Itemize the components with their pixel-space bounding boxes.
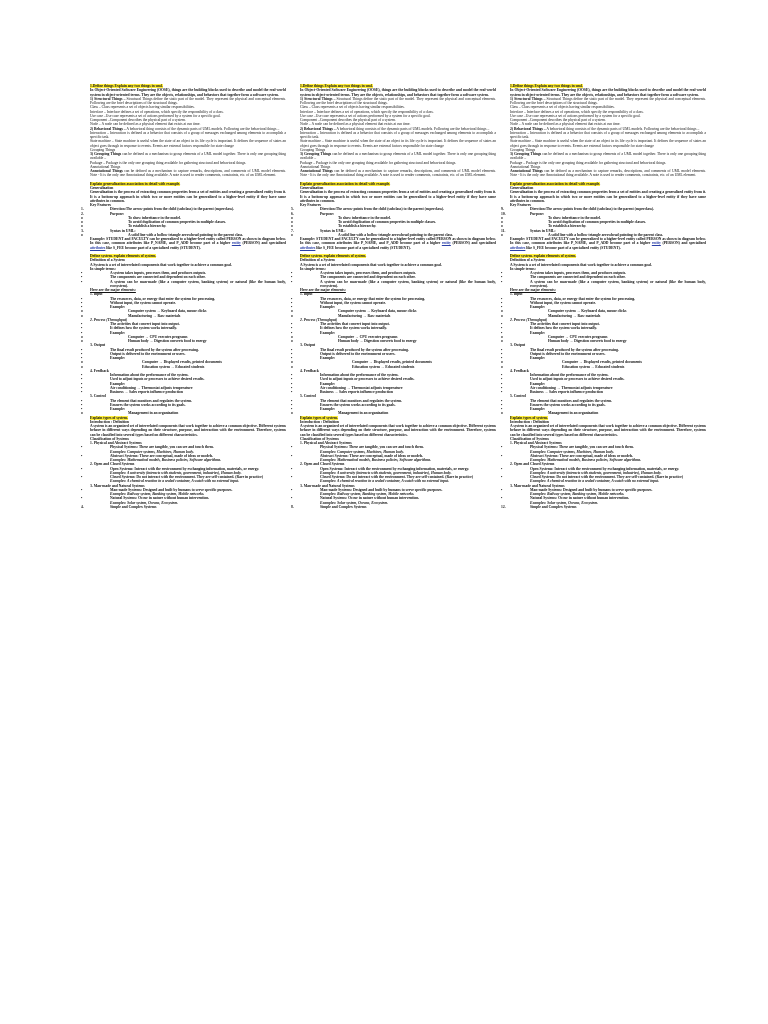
example-line: Examples: A university (interacts with students, government, industries), Human body. xyxy=(320,470,452,475)
section-generalization xyxy=(90,182,286,250)
list-item: • Abstract Systems: These are conceptual, made of ideas or models. xyxy=(510,454,706,458)
example-line: Examples: Mathematical models, Business policies, Software algorithms. xyxy=(320,458,432,462)
example-line: Examples: Computer systems, Machines, Human body. xyxy=(530,449,614,454)
text-column xyxy=(90,84,286,509)
list-item: • It defines how the system works internally. xyxy=(510,326,706,330)
link-entity[interactable]: entity xyxy=(231,241,241,246)
para-def-title: Definition of a System xyxy=(300,258,335,263)
para-class-title: Classification of Systems xyxy=(90,436,129,441)
list-item: o Computer system → Keyboard data, mouse clicks xyxy=(90,309,286,313)
para-package: Package – Package is the only one grouping thing available for gathering structural and behavioral things. xyxy=(510,160,667,165)
example-line: Examples: Railway system, Banking system, Mobile networks. xyxy=(530,492,625,496)
section-types xyxy=(90,416,286,510)
list-item: o Human body → Digestion converts food to energy xyxy=(510,339,706,343)
element-heading: 5. Control xyxy=(90,394,106,399)
element-heading: 1. Input xyxy=(300,292,313,297)
list-item: • It defines how the system works internally. xyxy=(90,326,286,330)
list-item: • Example: xyxy=(90,356,286,360)
element-heading: 3. Output xyxy=(90,343,106,348)
link-attributes[interactable]: attributes xyxy=(300,245,316,250)
para-component: Component –Component describes the physical part of a system. xyxy=(90,118,186,122)
para-gen-title: Generalization xyxy=(90,186,114,190)
list-item: o Computer → CPU executes programs xyxy=(90,335,286,339)
heading-types: Explain types of system. xyxy=(510,415,548,420)
para-class: Class – Class represents a set of objects having similar responsibilities. xyxy=(510,105,615,110)
link-entity[interactable]: entity xyxy=(651,241,661,246)
list-item: • Closed Systems: Do not interact with the environment. They are self-contained. (Rare in practice) xyxy=(300,475,496,479)
list-item: o Computer → CPU executes programs xyxy=(300,335,496,339)
example-line: Examples: Computer systems, Machines, Human body. xyxy=(320,449,404,454)
element-heading: 3. Man-made and Natural Systems xyxy=(510,483,565,488)
list-item: • Open Systems: Interact with the environment by exchanging information, materials, or energy. xyxy=(90,467,286,471)
list-item: o To show inheritance in the model. xyxy=(510,216,706,220)
example-line: Examples: Computer systems, Machines, Human body. xyxy=(110,449,194,454)
para-gen-intro: Generalization is the process of extracting common properties from a set of entities and creating a generalized entity from it. It is a bottom-up approach in which two or more entities can be generalized to a higher-level entity if they have some attributes in common. xyxy=(510,190,706,203)
para-interface: Interface – Interface defines a set of operations, which specify the responsibility of a class. xyxy=(300,109,434,114)
list-item: • Information about the performance of the system. xyxy=(90,373,286,377)
list-item: o Computer → Displayed results, printed documents xyxy=(90,360,286,364)
list-item: • Output is delivered to the environment or users. xyxy=(300,352,496,356)
list-item: • Used to adjust inputs or processes to achieve desired results. xyxy=(90,377,286,381)
list-item: • Used to adjust inputs or processes to achieve desired results. xyxy=(300,377,496,381)
list-item: • Used to adjust inputs or processes to achieve desired results. xyxy=(510,377,706,381)
list-item: • The resources, data, or energy that enter the system for processing. xyxy=(90,297,286,301)
list-item: • Man-made Systems: Designed and built by humans to serve specific purposes. xyxy=(300,488,496,492)
element-heading: 4. Feedback xyxy=(90,368,109,373)
list-item: • A system can be man-made (like a computer system, banking system) or natural (like the human body, ecosystem). xyxy=(300,280,496,289)
list-item: • A system can be man-made (like a computer system, banking system) or natural (like the human body, ecosystem). xyxy=(510,280,706,289)
list-item: o Computer system → Keyboard data, mouse clicks xyxy=(300,309,496,313)
list-item: 12. Simple and Complex Systems xyxy=(510,505,706,509)
para-major: Here are the major elements: xyxy=(300,288,346,292)
heading-system: Define system. explain elements of system. xyxy=(510,254,577,258)
list-item: • Without input, the system cannot operate. xyxy=(300,301,496,305)
para-class: Class – Class represents a set of objects having similar responsibilities. xyxy=(300,105,405,110)
heading-generalization: Explain generalization association in detail with example. xyxy=(300,181,391,186)
list-item: • Abstract Systems: These are conceptual, made of ideas or models. xyxy=(90,454,286,458)
list-item: o Management in an organization xyxy=(300,411,496,415)
example-line: Examples: Solar system, Oceans, Ecosystem. xyxy=(320,500,389,505)
list-item: o Management in an organization xyxy=(510,411,706,415)
para-things-intro: In Object-Oriented Software Engineering (OOSE), things are the building blocks used to describe and model the real-world system in object-oriented terms. They are the objects, relationships, and behaviors that together form a software system. xyxy=(300,88,496,97)
para-gen-example: Example: STUDENT and FACULTY can be generalized to a higher-level entity called PERSON as shown in diagram below. In this case, common attributes like P_NAME, and P_ADD become part of a higher entity (PERSON) and specialized attributes like S_FEE become part of a specialized entity (STUDENT). xyxy=(300,237,497,250)
list-item: • The element that monitors and regulates the system. xyxy=(300,399,496,403)
para-gen-intro: Generalization is the process of extracting common properties from a set of entities and creating a generalized entity from it. It is a bottom-up approach in which two or more entities can be generalized to a higher-level entity if they have some attributes in common. xyxy=(300,190,496,203)
para-node: Node – A node can be defined as a physical element that exists at run time. xyxy=(300,122,411,127)
list-item: o Education system → Educated students xyxy=(90,365,286,369)
para-things-intro: In Object-Oriented Software Engineering (OOSE), things are the building blocks used to describe and model the real-world system in object-oriented terms. They are the objects, relationships, and behaviors that together form a software system. xyxy=(90,88,286,97)
para-major: Here are the major elements: xyxy=(90,288,136,292)
para-gen-title: Generalization xyxy=(300,186,324,190)
para-simple: In simple terms: xyxy=(300,266,326,271)
element-heading: 3. Man-made and Natural Systems xyxy=(300,483,355,488)
heading-things: 1.Define things Explain any two things in uml. xyxy=(90,84,163,88)
para-annotational: Annotational Things can be defined as a mechanism to capture remarks, descriptions, and comments of UML model elements. Note - It is the only one Annotational thing available. A note is used to render comments, constraints, etc. of an UML element. xyxy=(510,169,706,178)
text-column xyxy=(510,84,706,509)
example-line: Examples: Railway system, Banking system, Mobile networks. xyxy=(320,492,415,496)
example-line: Examples: Mathematical models, Business policies, Software algorithms. xyxy=(110,458,222,462)
para-grouping-word: Grouping Things xyxy=(510,147,536,152)
list-item: • Example: xyxy=(300,331,496,335)
element-heading: 2. Open and Closed Systems xyxy=(510,462,555,467)
section-system xyxy=(510,254,706,416)
para-node: Node – A node can be defined as a physical element that exists at run time. xyxy=(510,122,621,127)
para-behavioral: 2) Behavioral Things – A behavioral thing consists of the dynamic parts of UML models. Following are the behavioral things – xyxy=(90,126,280,131)
list-item: • Closed Systems: Do not interact with the environment. They are self-contained. (Rare in practice) xyxy=(510,475,706,479)
para-types-intro: A system is an organized set of interrelated components that work together to achieve a common objective. Different systems behave in different ways depending on their structure, purpose, and interaction with the environment. Therefore, systems can be classified into several types based on different characteristics. xyxy=(300,424,496,437)
para-def-title: Definition of a System xyxy=(510,258,545,263)
element-heading: 1. Physical and Abstract Systems xyxy=(90,441,142,445)
list-item: • Air conditioning → Thermostat adjusts temperature xyxy=(300,386,496,390)
example-line: Examples: Railway system, Banking system, Mobile networks. xyxy=(110,492,205,496)
para-component: Component –Component describes the physical part of a system. xyxy=(300,118,396,122)
list-item: • Natural Systems: Occur in nature without human intervention. xyxy=(90,496,286,500)
para-gen-example: Example: STUDENT and FACULTY can be generalized to a higher-level entity called PERSON as shown in diagram below. In this case, common attributes like P_NAME, and P_ADD become part of a higher entity (PERSON) and specialized attributes like S_FEE become part of a specialized entity (STUDENT). xyxy=(510,237,707,250)
list-item: o A solid line with a hollow triangle arrowhead pointing to the parent class. xyxy=(510,233,706,237)
element-heading: 4. Feedback xyxy=(300,368,319,373)
list-item: • A system takes inputs, processes them, and produces outputs. xyxy=(300,271,496,275)
para-simple: In simple terms: xyxy=(90,266,116,271)
para-intro-label: Introduction : Definition xyxy=(510,419,549,424)
list-item: o Computer system → Keyboard data, mouse clicks xyxy=(510,309,706,313)
element-heading: 3. Man-made and Natural Systems xyxy=(90,483,145,488)
list-item: o To establish a hierarchy. xyxy=(90,224,286,228)
para-key-features: Key Features xyxy=(510,203,531,207)
para-interface: Interface – Interface defines a set of operations, which specify the responsibility of a class. xyxy=(90,109,224,114)
para-annotational: Annotational Things can be defined as a mechanism to capture remarks, descriptions, and comments of UML model elements. Note - It is the only one Annotational thing available. A note is used to render comments, constraints, etc. of an UML element. xyxy=(90,169,286,178)
para-class-title: Classification of Systems xyxy=(300,436,339,441)
list-item: o Human body → Digestion converts food to energy xyxy=(300,339,496,343)
list-item: o To show inheritance in the model. xyxy=(90,216,286,220)
link-entity[interactable]: entity xyxy=(441,241,451,246)
example-line: Examples: A university (interacts with students, government, industries), Human body. xyxy=(530,470,662,475)
list-item: • A system can be man-made (like a computer system, banking system) or natural (like the human body, ecosystem). xyxy=(90,280,286,289)
para-def-text: A System is a set of interrelated components that work together to achieve a common goal. xyxy=(90,262,232,267)
example-line: Examples: Solar system, Oceans, Ecosystem. xyxy=(530,500,599,505)
list-item: • Physical Systems: These are tangible, you can see and touch them. xyxy=(90,445,286,449)
list-item: • Example: xyxy=(510,356,706,360)
list-item: o Management in an organization xyxy=(90,411,286,415)
para-types-intro: A system is an organized set of interrelated components that work together to achieve a common objective. Different systems behave in different ways depending on their structure, purpose, and interaction with the environment. Therefore, systems can be classified into several types based on different characteristics. xyxy=(90,424,286,437)
section-system xyxy=(300,254,496,416)
list-item: o A solid line with a hollow triangle arrowhead pointing to the parent class. xyxy=(300,233,496,237)
para-interaction: Interaction – Interaction is defined as a behavior that consists of a group of messages exchanged among elements to accomplish a specific task. xyxy=(300,130,496,139)
element-heading: 2. Process (Throughput) xyxy=(300,317,338,322)
list-item: • Physical Systems: These are tangible, you can see and touch them. xyxy=(510,445,706,449)
para-behavioral: 2) Behavioral Things – A behavioral thing consists of the dynamic parts of UML models. Following are the behavioral things – xyxy=(510,126,700,131)
para-def-title: Definition of a System xyxy=(90,258,125,263)
element-heading: 1. Input xyxy=(510,292,523,297)
heading-types: Explain types of system. xyxy=(90,415,128,420)
para-things-intro: In Object-Oriented Software Engineering (OOSE), things are the building blocks used to describe and model the real-world system in object-oriented terms. They are the objects, relationships, and behaviors that together form a software system. xyxy=(510,88,706,97)
list-item: • Ensures the system works according to its goals. xyxy=(300,403,496,407)
list-item: • Man-made Systems: Designed and built by humans to serve specific purposes. xyxy=(90,488,286,492)
para-grouping: 3) Grouping Things can be defined as a mechanism to group elements of a UML model together. There is only one grouping thing available – xyxy=(90,152,287,161)
para-statemachine: State machine – State machine is useful when the state of an object in its life cycle is important. It defines the sequence of states an object goes through in response to events. Events are external factors responsible for state change xyxy=(510,139,706,148)
list-item: o Manufacturing → Raw materials xyxy=(90,314,286,318)
element-heading: 5. Control xyxy=(300,394,316,399)
para-simple: In simple terms: xyxy=(510,266,536,271)
section-generalization xyxy=(510,182,706,250)
text-column xyxy=(300,84,496,509)
list-item: o A solid line with a hollow triangle arrowhead pointing to the parent class. xyxy=(90,233,286,237)
list-item: o Computer → Displayed results, printed documents xyxy=(510,360,706,364)
para-package: Package – Package is the only one grouping thing available for gathering structural and behavioral things. xyxy=(300,160,457,165)
list-item: • Example: xyxy=(510,382,706,386)
section-things xyxy=(300,84,496,178)
list-item: • Example: xyxy=(300,382,496,386)
list-item: 10. Purpose: xyxy=(510,212,706,216)
para-grouping-word: Grouping Things xyxy=(300,147,326,152)
para-usecase: Use case –Use case represents a set of actions performed by a system for a specific goal. xyxy=(90,113,221,118)
list-item: • Example: xyxy=(300,356,496,360)
para-key-features: Key Features xyxy=(90,203,111,207)
para-annotational: Annotational Things can be defined as a mechanism to capture remarks, descriptions, and comments of UML model elements. Note - It is the only one Annotational thing available. A note is used to render comments, constraints, etc. of an UML element. xyxy=(300,169,496,178)
list-item: • Information about the performance of the system. xyxy=(510,373,706,377)
element-heading: 4. Feedback xyxy=(510,368,529,373)
link-attributes[interactable]: attributes xyxy=(510,245,526,250)
list-item: • Output is delivered to the environment or users. xyxy=(90,352,286,356)
para-statemachine: State machine – State machine is useful when the state of an object in its life cycle is important. It defines the sequence of states an object goes through in response to events. Events are external factors responsible for state change xyxy=(300,139,496,148)
list-item: • The components are connected and dependent on each other. xyxy=(300,275,496,279)
example-line: Examples: Solar system, Oceans, Ecosystem. xyxy=(110,500,179,505)
list-item: 8. Simple and Complex Systems xyxy=(300,505,496,509)
element-heading: 1. Physical and Abstract Systems xyxy=(300,441,352,445)
para-class: Class – Class represents a set of objects having similar responsibilities. xyxy=(90,105,195,110)
para-grouping-word: Grouping Things xyxy=(90,147,116,152)
list-item: o To avoid duplication of common properties in multiple classes. xyxy=(510,220,706,224)
list-item: o To establish a hierarchy. xyxy=(510,224,706,228)
para-types-intro: A system is an organized set of interrelated components that work together to achieve a common objective. Different systems behave in different ways depending on their structure, purpose, and interaction with the environment. Therefore, systems can be classified into several types based on different characteristics. xyxy=(510,424,706,437)
list-item: • Business → Sales reports influence production xyxy=(300,390,496,394)
list-item: 11. Syntax in UML: xyxy=(510,229,706,233)
list-item: • Example: xyxy=(300,305,496,309)
list-item: • Example: xyxy=(300,407,496,411)
list-item: • The components are connected and dependent on each other. xyxy=(510,275,706,279)
list-item: • Open Systems: Interact with the environment by exchanging information, materials, or energy. xyxy=(510,467,706,471)
element-heading: 2. Open and Closed Systems xyxy=(90,462,135,467)
list-item: o To establish a hierarchy. xyxy=(300,224,496,228)
para-usecase: Use case –Use case represents a set of actions performed by a system for a specific goal. xyxy=(300,113,431,118)
list-item: o Computer → Displayed results, printed documents xyxy=(300,360,496,364)
para-structural: 1) Structural Things – Structural Things define the static part of the model. They represent the physical and conceptual elements. Following are the brief descriptions of the structural things. xyxy=(510,96,706,105)
list-item: • The element that monitors and regulates the system. xyxy=(90,399,286,403)
list-item: 3. Syntax in UML: xyxy=(90,229,286,233)
heading-types: Explain types of system. xyxy=(300,415,338,420)
section-generalization xyxy=(300,182,496,250)
list-item: 7. Syntax in UML: xyxy=(300,229,496,233)
para-grouping: 3) Grouping Things can be defined as a mechanism to group elements of a UML model together. There is only one grouping thing available – xyxy=(300,152,497,161)
list-item: • The final result produced by the system after processing. xyxy=(300,348,496,352)
section-types xyxy=(300,416,496,510)
para-interaction: Interaction – Interaction is defined as a behavior that consists of a group of messages exchanged among elements to accomplish a specific task. xyxy=(510,130,706,139)
para-package: Package – Package is the only one grouping thing available for gathering structural and behavioral things. xyxy=(90,160,247,165)
section-things xyxy=(510,84,706,178)
list-item: • Natural Systems: Occur in nature without human intervention. xyxy=(300,496,496,500)
list-item: • Example: xyxy=(510,407,706,411)
heading-system: Define system. explain elements of system. xyxy=(300,254,367,258)
section-types xyxy=(510,416,706,510)
example-line: Examples: A chemical reaction in a sealed container, A watch with no external input. xyxy=(320,479,450,484)
link-attributes[interactable]: attributes xyxy=(90,245,106,250)
list-item: o To avoid duplication of common properties in multiple classes. xyxy=(300,220,496,224)
para-intro-label: Introduction : Definition xyxy=(300,419,339,424)
list-item: • Without input, the system cannot operate. xyxy=(510,301,706,305)
list-item: • Closed Systems: Do not interact with the environment. They are self-contained. (Rare in practice) xyxy=(90,475,286,479)
list-item: 2. Purpose: xyxy=(90,212,286,216)
list-item: • Example: xyxy=(510,331,706,335)
section-system xyxy=(90,254,286,416)
heading-things: 1.Define things Explain any two things in uml. xyxy=(510,84,583,88)
list-item: o Computer → CPU executes programs xyxy=(510,335,706,339)
para-statemachine: State machine – State machine is useful when the state of an object in its life cycle is important. It defines the sequence of states an object goes through in response to events. Events are external factors responsible for state change xyxy=(90,139,286,148)
para-def-text: A System is a set of interrelated components that work together to achieve a common goal. xyxy=(510,262,652,267)
para-structural: 1) Structural Things – Structural Things define the static part of the model. They represent the physical and conceptual elements. Following are the brief descriptions of the structural things. xyxy=(90,96,286,105)
para-component: Component –Component describes the physical part of a system. xyxy=(510,118,606,122)
element-heading: 1. Physical and Abstract Systems xyxy=(510,441,562,445)
list-item: • Ensures the system works according to its goals. xyxy=(510,403,706,407)
list-item: • Example: xyxy=(510,305,706,309)
list-item: • The final result produced by the system after processing. xyxy=(90,348,286,352)
list-item: • A system takes inputs, processes them, and produces outputs. xyxy=(90,271,286,275)
para-annot-word: Annotational Things xyxy=(300,164,331,169)
element-heading: 2. Process (Throughput) xyxy=(510,317,548,322)
list-item: o Human body → Digestion converts food to energy xyxy=(90,339,286,343)
list-item: • Air conditioning → Thermostat adjusts temperature xyxy=(90,386,286,390)
list-item: • Ensures the system works according to its goals. xyxy=(90,403,286,407)
list-item: o Manufacturing → Raw materials xyxy=(300,314,496,318)
list-item: 5. Direction:The arrow points from the child (subclass) to the parent (superclass). xyxy=(300,207,496,211)
para-key-features: Key Features xyxy=(300,203,321,207)
list-item: • Without input, the system cannot operate. xyxy=(90,301,286,305)
example-line: Examples: A chemical reaction in a sealed container, A watch with no external input. xyxy=(110,479,240,484)
element-heading: 2. Open and Closed Systems xyxy=(300,462,345,467)
document-page xyxy=(90,84,708,509)
para-usecase: Use case –Use case represents a set of actions performed by a system for a specific goal. xyxy=(510,113,641,118)
list-item: • Example: xyxy=(90,382,286,386)
para-structural: 1) Structural Things – Structural Things define the static part of the model. They represent the physical and conceptual elements. Following are the brief descriptions of the structural things. xyxy=(300,96,496,105)
para-behavioral: 2) Behavioral Things – A behavioral thing consists of the dynamic parts of UML models. Following are the behavioral things – xyxy=(300,126,490,131)
para-major: Here are the major elements: xyxy=(510,288,556,292)
heading-things: 1.Define things Explain any two things in uml. xyxy=(300,84,373,88)
list-item: • It defines how the system works internally. xyxy=(300,326,496,330)
element-heading: 2. Process (Throughput) xyxy=(90,317,128,322)
element-heading: 3. Output xyxy=(510,343,526,348)
list-item: • The activities that convert input into output. xyxy=(90,322,286,326)
example-line: Examples: Mathematical models, Business policies, Software algorithms. xyxy=(530,458,642,462)
list-item: 4. Simple and Complex Systems xyxy=(90,505,286,509)
heading-generalization: Explain generalization association in detail with example. xyxy=(90,181,181,186)
example-line: Examples: A university (interacts with students, government, industries), Human body. xyxy=(110,470,242,475)
list-item: • A system takes inputs, processes them, and produces outputs. xyxy=(510,271,706,275)
para-def-text: A System is a set of interrelated components that work together to achieve a common goal. xyxy=(300,262,442,267)
para-node: Node – A node can be defined as a physical element that exists at run time. xyxy=(90,122,201,127)
element-heading: 3. Output xyxy=(300,343,316,348)
para-gen-intro: Generalization is the process of extracting common properties from a set of entities and creating a generalized entity from it. It is a bottom-up approach in which two or more entities can be generalized to a higher-level entity if they have some attributes in common. xyxy=(90,190,286,203)
list-item: • Business → Sales reports influence production xyxy=(510,390,706,394)
list-item: • Information about the performance of the system. xyxy=(300,373,496,377)
list-item: • Example: xyxy=(90,305,286,309)
list-item: • The activities that convert input into output. xyxy=(300,322,496,326)
para-annot-word: Annotational Things xyxy=(510,164,541,169)
example-line: Examples: A chemical reaction in a sealed container, A watch with no external input. xyxy=(530,479,660,484)
list-item: • Open Systems: Interact with the environment by exchanging information, materials, or energy. xyxy=(300,467,496,471)
list-item: • Business → Sales reports influence production xyxy=(90,390,286,394)
list-item: • The resources, data, or energy that enter the system for processing. xyxy=(510,297,706,301)
list-item: • Man-made Systems: Designed and built by humans to serve specific purposes. xyxy=(510,488,706,492)
list-item: 9. Direction:The arrow points from the child (subclass) to the parent (superclass). xyxy=(510,207,706,211)
list-item: • Natural Systems: Occur in nature without human intervention. xyxy=(510,496,706,500)
list-item: • The activities that convert input into output. xyxy=(510,322,706,326)
list-item: • The element that monitors and regulates the system. xyxy=(510,399,706,403)
list-item: • The components are connected and dependent on each other. xyxy=(90,275,286,279)
list-item: • Example: xyxy=(90,407,286,411)
list-item: • Example: xyxy=(90,331,286,335)
list-item: o Education system → Educated students xyxy=(510,365,706,369)
section-things xyxy=(90,84,286,178)
para-intro-label: Introduction : Definition xyxy=(90,419,129,424)
list-item: 6. Purpose: xyxy=(300,212,496,216)
element-heading: 1. Input xyxy=(90,292,103,297)
para-gen-example: Example: STUDENT and FACULTY can be generalized to a higher-level entity called PERSON as shown in diagram below. In this case, common attributes like P_NAME, and P_ADD become part of a higher entity (PERSON) and specialized attributes like S_FEE become part of a specialized entity (STUDENT). xyxy=(90,237,287,250)
para-class-title: Classification of Systems xyxy=(510,436,549,441)
para-gen-title: Generalization xyxy=(510,186,534,190)
list-item: • The resources, data, or energy that enter the system for processing. xyxy=(300,297,496,301)
para-interface: Interface – Interface defines a set of operations, which specify the responsibility of a class. xyxy=(510,109,644,114)
list-item: o To avoid duplication of common properties in multiple classes. xyxy=(90,220,286,224)
list-item: • Physical Systems: These are tangible, you can see and touch them. xyxy=(300,445,496,449)
para-annot-word: Annotational Things xyxy=(90,164,121,169)
list-item: • Output is delivered to the environment or users. xyxy=(510,352,706,356)
heading-system: Define system. explain elements of system. xyxy=(90,254,157,258)
list-item: o Manufacturing → Raw materials xyxy=(510,314,706,318)
list-item: o To show inheritance in the model. xyxy=(300,216,496,220)
para-interaction: Interaction – Interaction is defined as a behavior that consists of a group of messages exchanged among elements to accomplish a specific task. xyxy=(90,130,286,139)
list-item: o Education system → Educated students xyxy=(300,365,496,369)
list-item: • The final result produced by the system after processing. xyxy=(510,348,706,352)
list-item: • Abstract Systems: These are conceptual, made of ideas or models. xyxy=(300,454,496,458)
para-grouping: 3) Grouping Things can be defined as a mechanism to group elements of a UML model together. There is only one grouping thing available – xyxy=(510,152,707,161)
element-heading: 5. Control xyxy=(510,394,526,399)
heading-generalization: Explain generalization association in detail with example. xyxy=(510,181,601,186)
list-item: • Air conditioning → Thermostat adjusts temperature xyxy=(510,386,706,390)
list-item: 1. Direction:The arrow points from the child (subclass) to the parent (superclass). xyxy=(90,207,286,211)
